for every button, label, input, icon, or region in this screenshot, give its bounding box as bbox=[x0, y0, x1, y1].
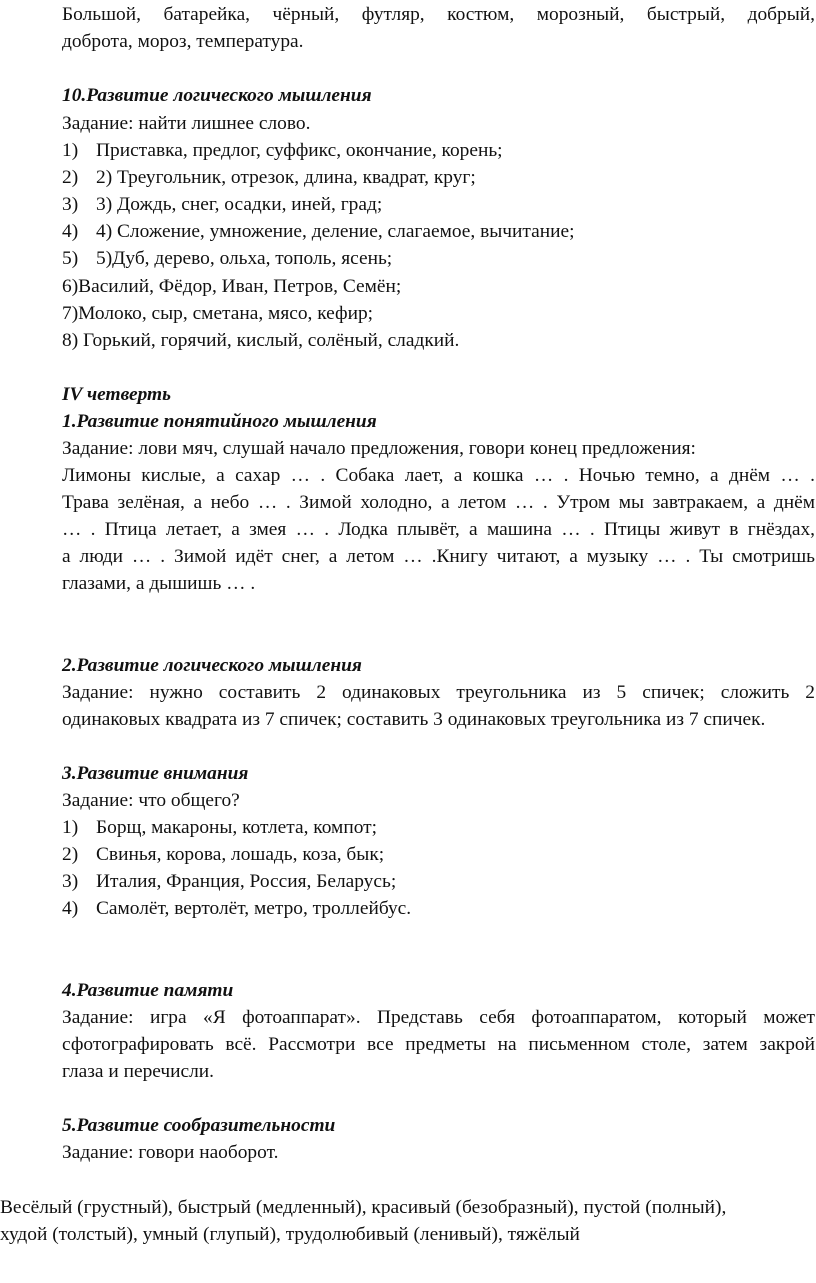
intro-line-2: доброта, мороз, температура. bbox=[62, 31, 304, 52]
list-item: 3) Дождь, снег, осадки, иней, град; bbox=[96, 194, 383, 215]
list-number: 5) bbox=[62, 248, 79, 269]
list-item-extra: 7)Молоко, сыр, сметана, мясо, кефир; bbox=[62, 303, 374, 324]
section-2-text: Задание: нужно составить 2 одинаковых треугольника из 5 спичек; сложить 2 bbox=[62, 682, 815, 703]
list-item: Италия, Франция, Россия, Беларусь; bbox=[96, 871, 397, 892]
list-number: 1) bbox=[62, 817, 79, 838]
section-1-text: Задание: лови мяч, слушай начало предложения, говори конец предложения: bbox=[62, 438, 696, 459]
list-number: 1) bbox=[62, 140, 79, 161]
section-1-text: а люди … . Зимой идёт снег, а летом … .Книгу читают, а музыку … . Ты смотришь bbox=[62, 546, 815, 567]
section-1-text: глазами, а дышишь … . bbox=[62, 573, 256, 594]
tail-text: Весёлый (грустный), быстрый (медленный), красивый (безобразный), пустой (полный), bbox=[0, 1197, 727, 1218]
list-item: 4) Сложение, умножение, деление, слагаемое, вычитание; bbox=[96, 221, 575, 242]
section-10-task: Задание: найти лишнее слово. bbox=[62, 113, 311, 134]
quarter-heading: IV четверть bbox=[62, 384, 172, 405]
list-number: 2) bbox=[62, 844, 79, 865]
list-item: Свинья, корова, лошадь, коза, бык; bbox=[96, 844, 385, 865]
tail-text: худой (толстый), умный (глупый), трудолюбивый (ленивый), тяжёлый bbox=[0, 1224, 580, 1245]
list-number: 4) bbox=[62, 221, 79, 242]
section-10-heading: 10.Развитие логического мышления bbox=[62, 85, 372, 106]
list-item: Самолёт, вертолёт, метро, троллейбус. bbox=[96, 898, 412, 919]
list-number: 3) bbox=[62, 194, 79, 215]
list-item: 2) Треугольник, отрезок, длина, квадрат, круг; bbox=[96, 167, 476, 188]
section-5-task: Задание: говори наоборот. bbox=[62, 1142, 279, 1163]
section-1-text: Лимоны кислые, а сахар … . Собака лает, а кошка … . Ночью темно, а днём … . bbox=[62, 465, 815, 486]
section-4-text: Задание: игра «Я фотоаппарат». Представь себя фотоаппаратом, который может bbox=[62, 1007, 815, 1028]
list-item-extra: 6)Василий, Фёдор, Иван, Петров, Семён; bbox=[62, 276, 402, 297]
list-number: 2) bbox=[62, 167, 79, 188]
section-3-task: Задание: что общего? bbox=[62, 790, 240, 811]
section-1-text: … . Птица летает, а змея … . Лодка плывёт, а машина … . Птицы живут в гнёздах, bbox=[62, 519, 815, 540]
section-5-heading: 5.Развитие сообразительности bbox=[62, 1115, 336, 1136]
section-1-heading: 1.Развитие понятийного мышления bbox=[62, 411, 377, 432]
list-item-extra: 8) Горький, горячий, кислый, солёный, сладкий. bbox=[62, 330, 460, 351]
section-4-text: глаза и перечисли. bbox=[62, 1061, 215, 1082]
section-4-text: сфотографировать всё. Рассмотри все предметы на письменном столе, затем закрой bbox=[62, 1034, 815, 1055]
section-2-text: одинаковых квадрата из 7 спичек; составить 3 одинаковых треугольника из 7 спичек. bbox=[62, 709, 766, 730]
list-item: 5)Дуб, дерево, ольха, тополь, ясень; bbox=[96, 248, 393, 269]
section-4-heading: 4.Развитие памяти bbox=[62, 980, 234, 1001]
section-2-heading: 2.Развитие логического мышления bbox=[62, 655, 362, 676]
section-1-text: Трава зелёная, а небо … . Зимой холодно, а летом … . Утром мы завтракаем, а днём bbox=[62, 492, 815, 513]
section-3-heading: 3.Развитие внимания bbox=[62, 763, 249, 784]
list-item: Приставка, предлог, суффикс, окончание, корень; bbox=[96, 140, 503, 161]
list-number: 3) bbox=[62, 871, 79, 892]
intro-line-1: Большой, батарейка, чёрный, футляр, костюм, морозный, быстрый, добрый, bbox=[62, 4, 815, 25]
list-number: 4) bbox=[62, 898, 79, 919]
list-item: Борщ, макароны, котлета, компот; bbox=[96, 817, 377, 838]
